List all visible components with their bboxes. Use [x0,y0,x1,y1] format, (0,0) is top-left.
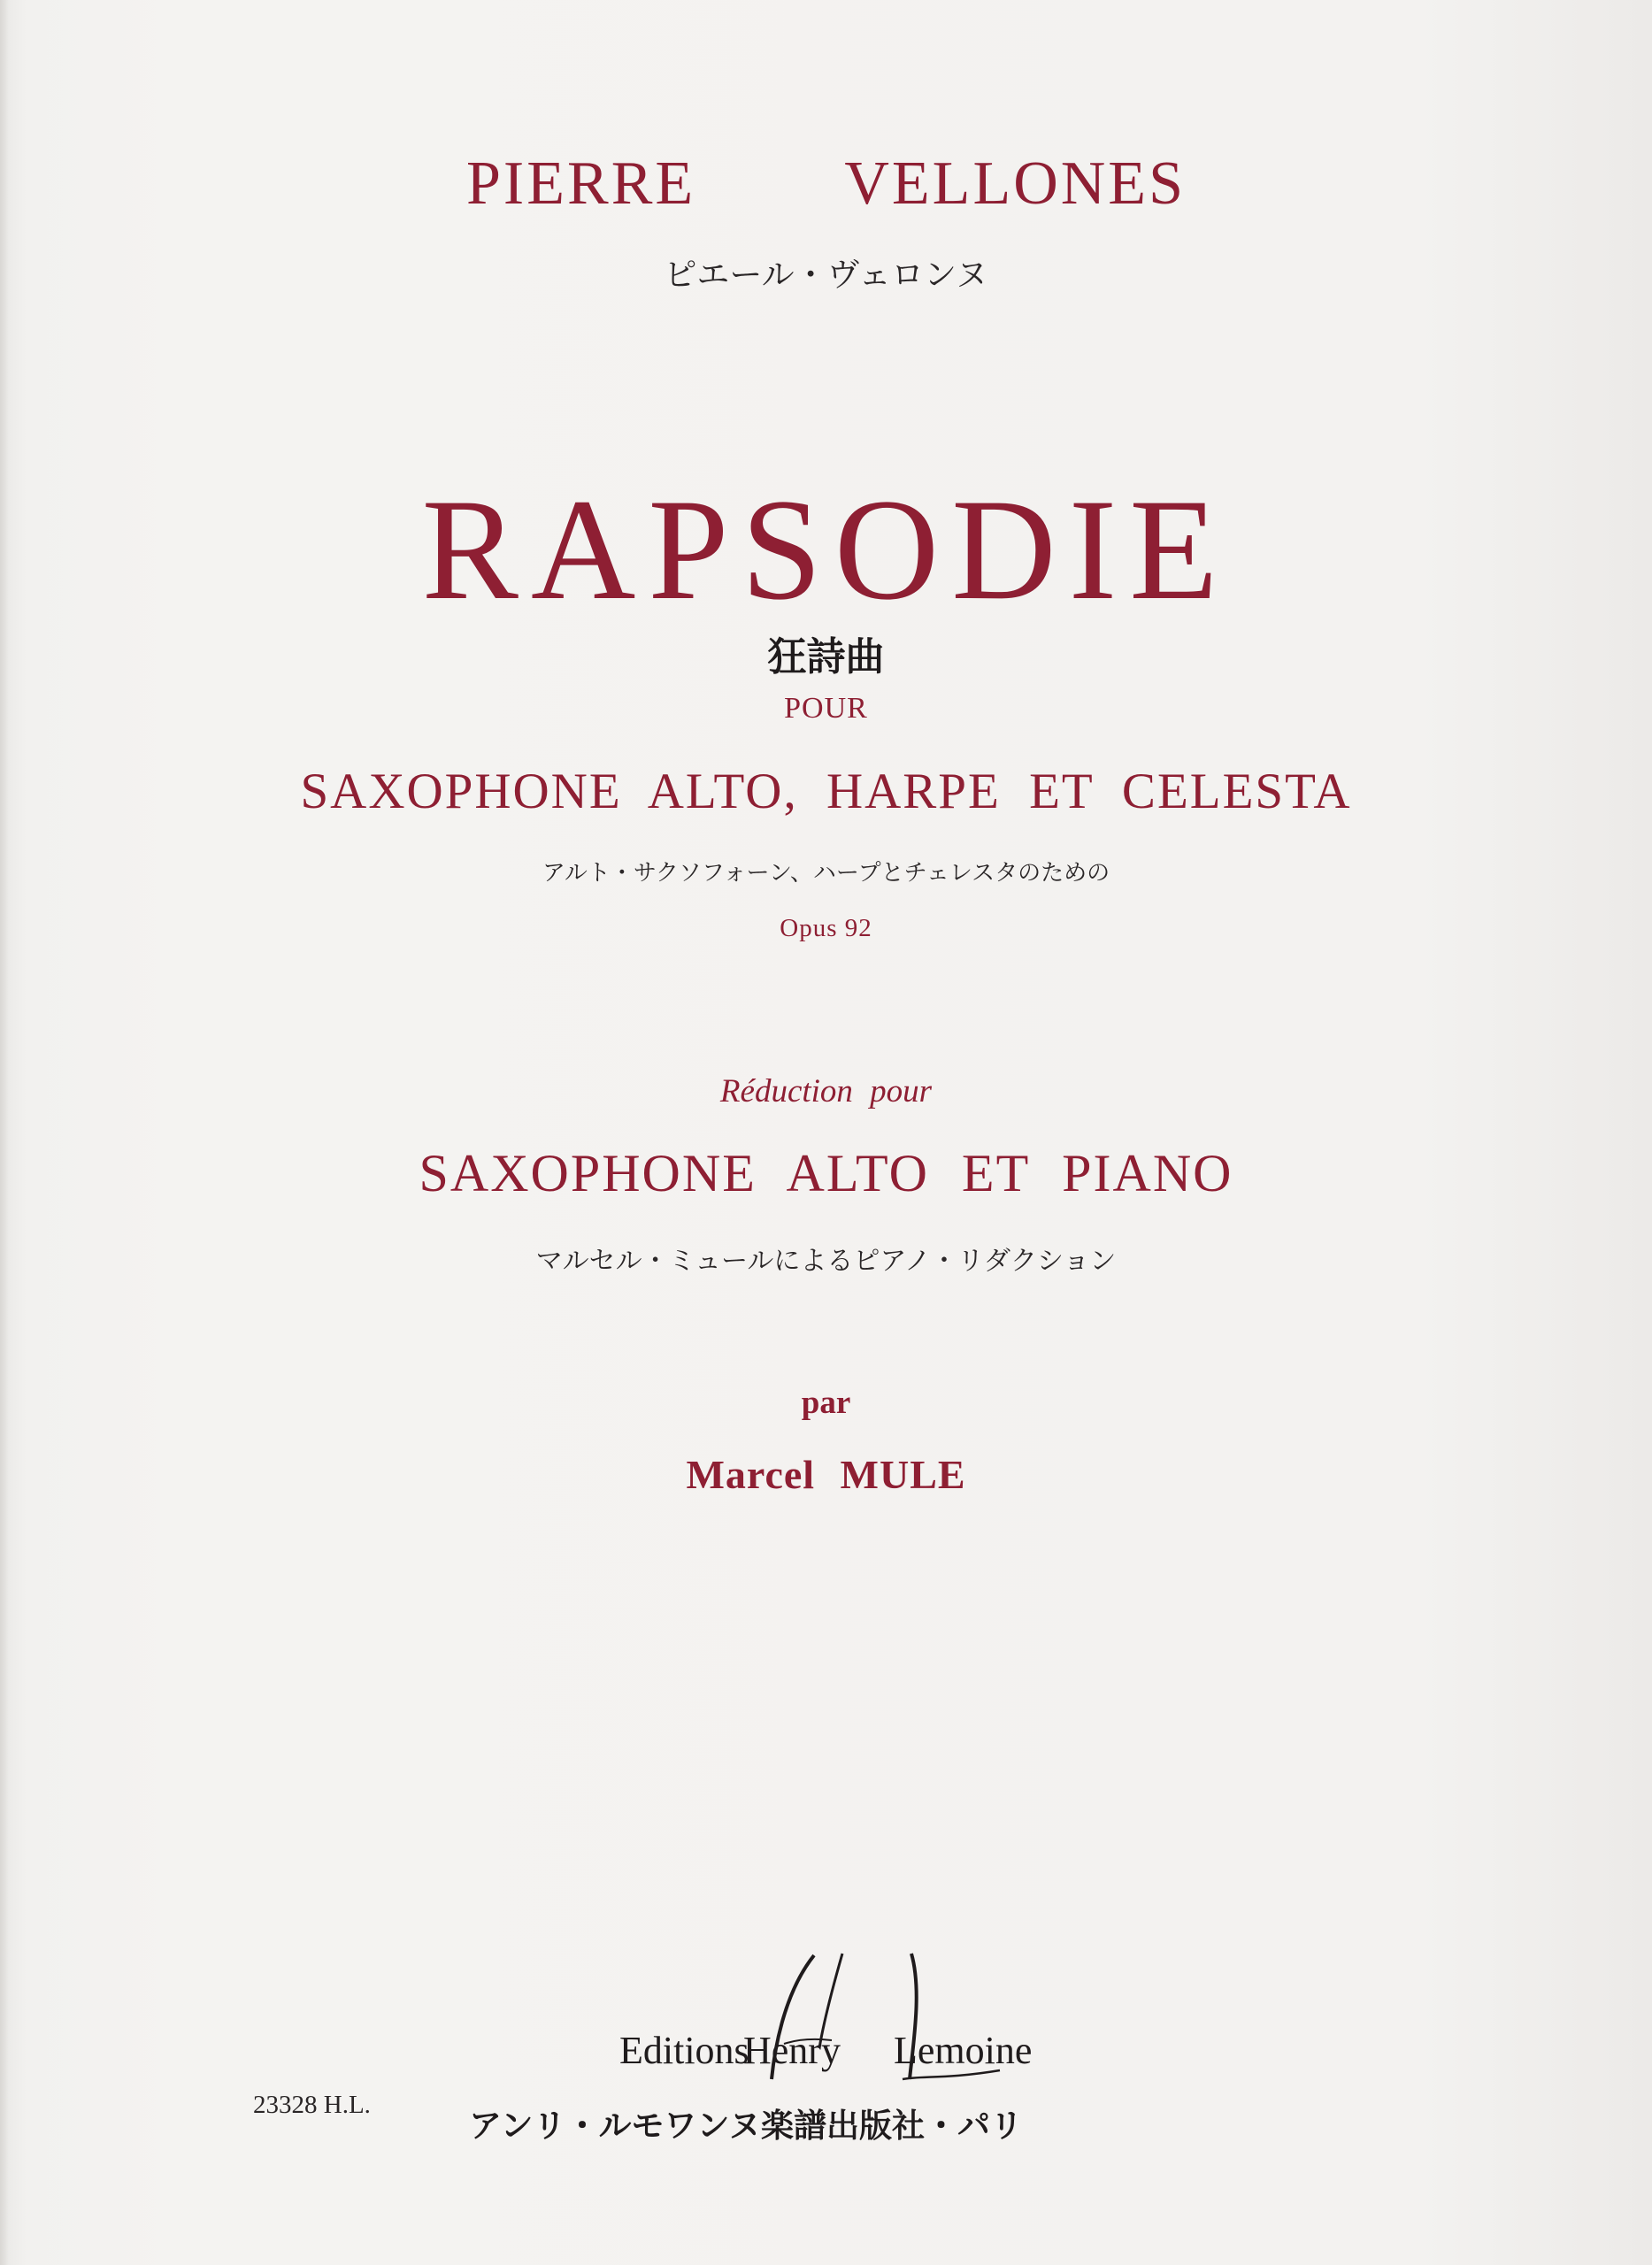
publisher-lemoine-text: Lemoine [894,2029,1033,2072]
work-title-japanese: 狂詩曲 [767,634,885,680]
publisher-editions-text: Editions [619,2029,749,2072]
pour-label: POUR [784,692,868,725]
publisher-logo [611,1946,1035,2084]
reduction-instrumentation: SAXOPHONE ALTO ET PIANO [419,1144,1233,1202]
instrumentation-japanese: アルト・サクソフォーン、ハープとチェレスタのための [542,860,1110,887]
work-title: RAPSODIE [421,470,1231,630]
arranger-name: Marcel MULE [686,1452,966,1497]
publisher-henry-text: Henry [743,2029,841,2072]
composer-name: PIERRE VELLONES [466,150,1186,218]
composer-name-japanese: ピエール・ヴェロンヌ [664,256,988,294]
instrumentation: SAXOPHONE ALTO, HARPE ET CELESTA [300,764,1352,819]
reduction-note-japanese: マルセル・ミュールによるピアノ・リダクション [535,1246,1117,1277]
publisher-name-japanese: アンリ・ルモワンヌ楽譜出版社・パリ [469,2107,1024,2145]
plate-number: 23328 H.L. [253,2091,371,2119]
reduction-label: Réduction pour [719,1073,933,1109]
opus-number: Opus 92 [780,914,872,942]
spine-shadow [0,0,9,2265]
par-label: par [801,1385,851,1421]
